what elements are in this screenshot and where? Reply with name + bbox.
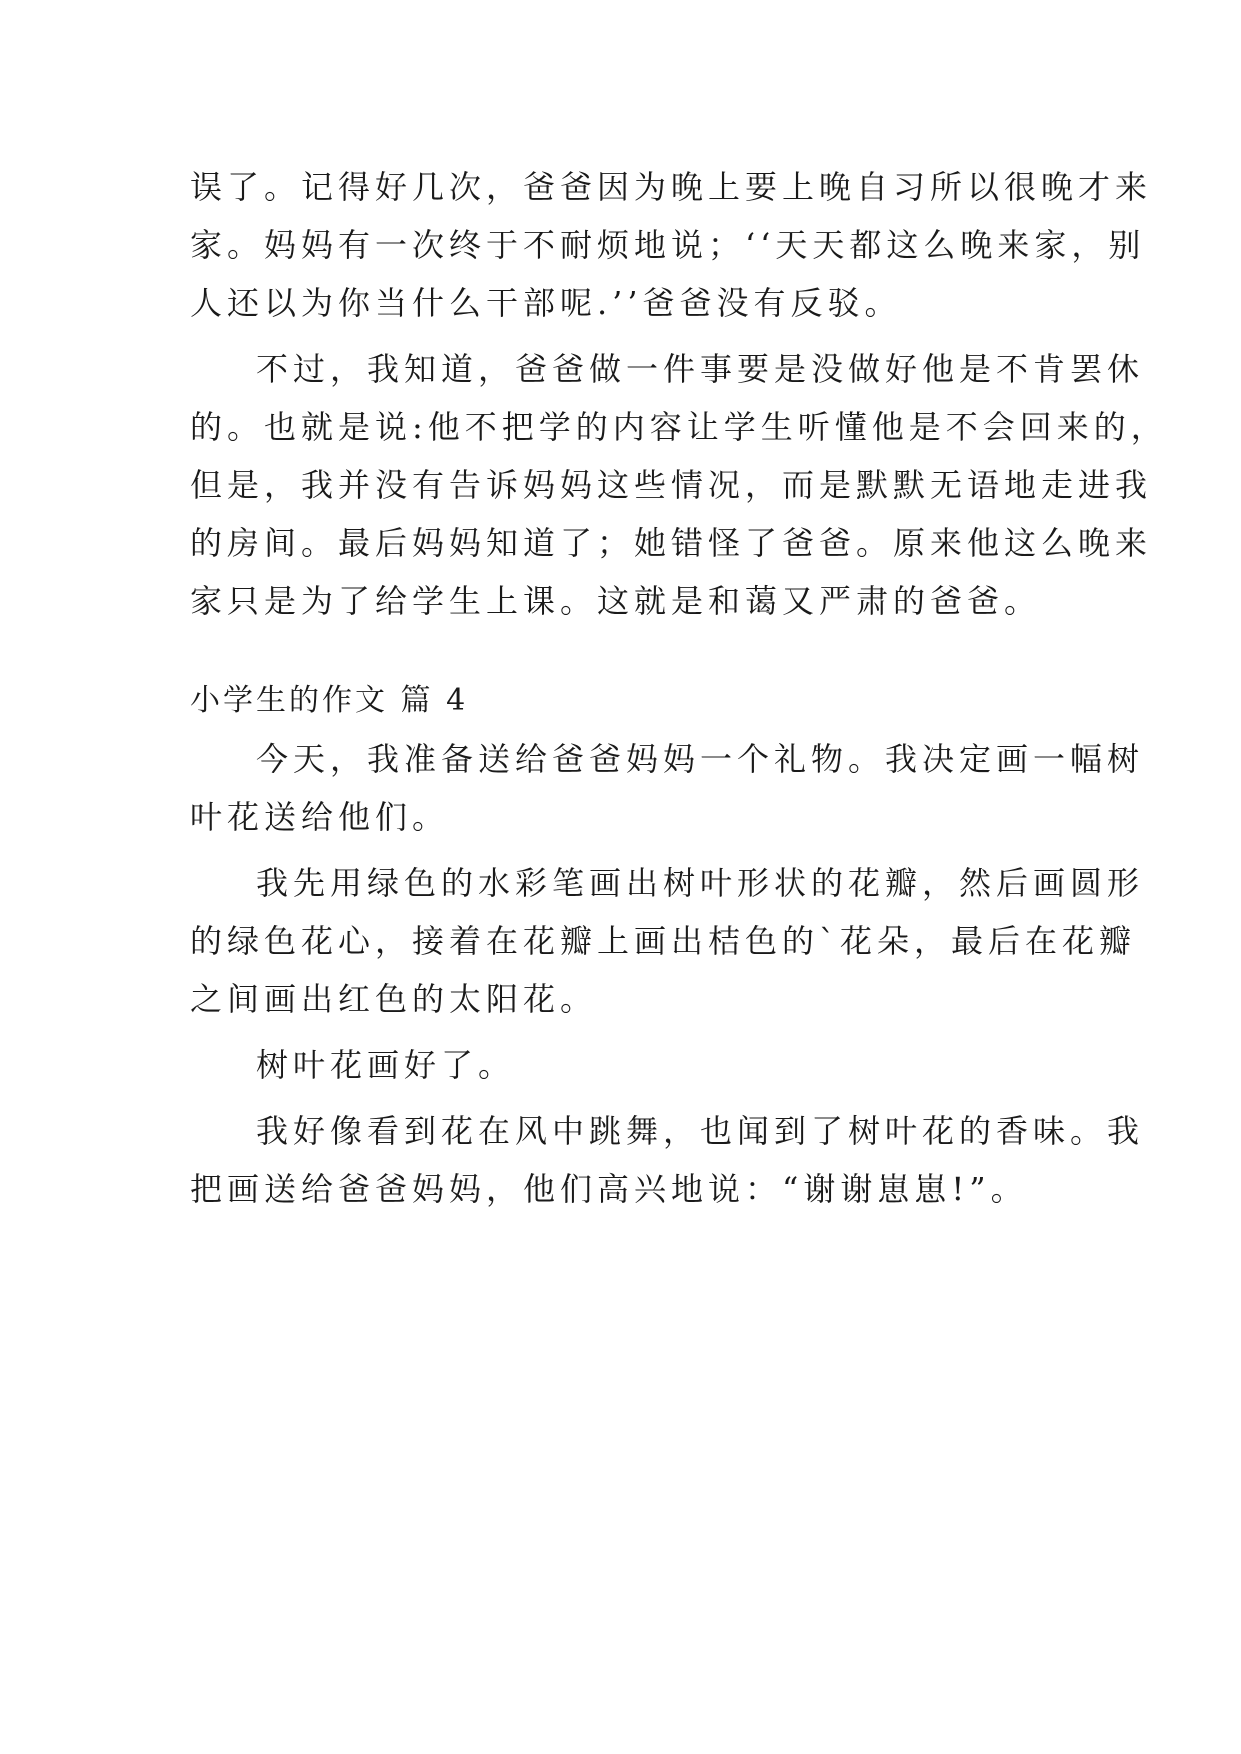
text-line: 的绿色花心，接着在花瓣上画出桔色的`花朵，最后在花瓣 xyxy=(190,922,1137,960)
section-continuation xyxy=(190,158,1168,630)
paragraph-3 xyxy=(190,730,1145,846)
document-body xyxy=(190,158,1168,1218)
text-line: 误了。记得好几次，爸爸因为晚上要上晚自习所以很晚才来 xyxy=(190,168,1153,206)
paragraph-1 xyxy=(190,158,1153,332)
text-line: 但是，我并没有告诉妈妈这些情况，而是默默无语地走进我 xyxy=(190,466,1153,504)
text-line: 树叶花画好了。 xyxy=(256,1046,516,1084)
text-line: 我好像看到花在风中跳舞，也闻到了树叶花的香味。我 xyxy=(256,1112,1145,1150)
section-heading: 小学生的作文 篇 4 xyxy=(190,683,469,718)
text-line: 不过，我知道，爸爸做一件事要是没做好他是不肯罢休 xyxy=(256,350,1145,388)
text-line: 把画送给爸爸妈妈，他们高兴地说：“谢谢崽崽!”。 xyxy=(190,1170,1028,1208)
text-line: 的房间。最后妈妈知道了；她错怪了爸爸。原来他这么晚来 xyxy=(190,524,1153,562)
text-line: 我先用绿色的水彩笔画出树叶形状的花瓣，然后画圆形 xyxy=(256,864,1145,902)
text-line: 叶花送给他们。 xyxy=(190,798,450,836)
paragraph-6 xyxy=(190,1102,1145,1218)
text-line: 家。妈妈有一次终于不耐烦地说；‘‘天天都这么晚来家，别 xyxy=(190,226,1146,264)
text-line: 之间画出红色的太阳花。 xyxy=(190,980,598,1018)
paragraph-5 xyxy=(190,1036,1060,1094)
section-essay-4 xyxy=(190,672,1145,1218)
text-line: 的。也就是说:他不把学的内容让学生听懂他是不会回来的， xyxy=(190,408,1168,446)
text-line: 人还以为你当什么干部呢.’’爸爸没有反驳。 xyxy=(190,284,902,322)
paragraph-4 xyxy=(190,854,1145,1028)
paragraph-2 xyxy=(190,340,1168,630)
text-line: 今天，我准备送给爸爸妈妈一个礼物。我决定画一幅树 xyxy=(256,740,1145,778)
text-line: 家只是为了给学生上课。这就是和蔼又严肃的爸爸。 xyxy=(190,582,1042,620)
